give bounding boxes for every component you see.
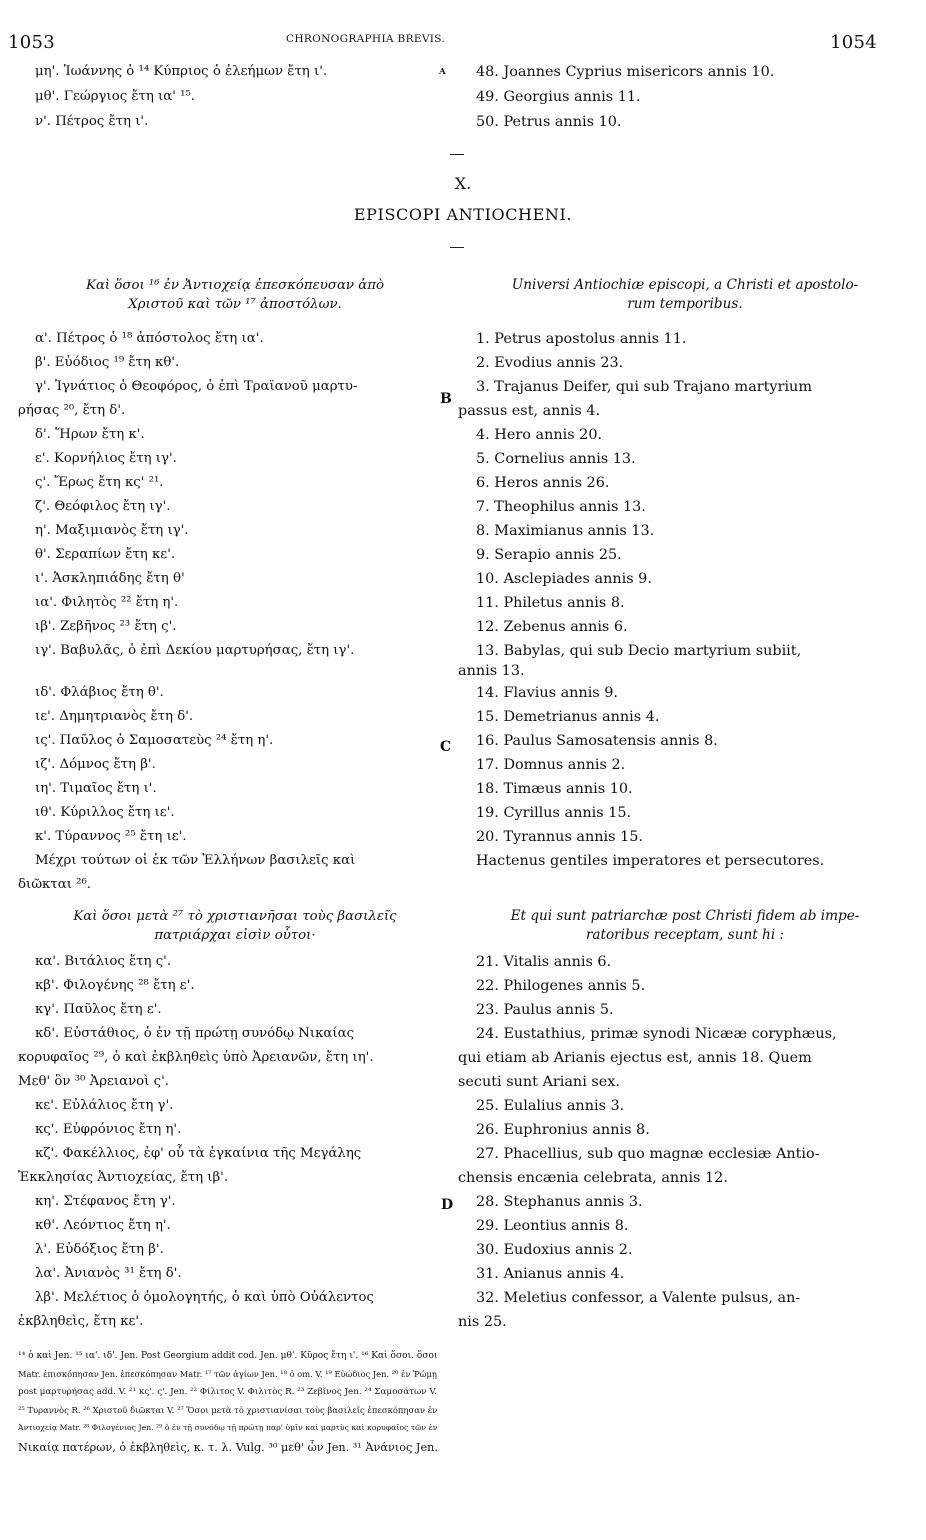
section-title: EPISCOPI ANTIOCHENI. <box>353 205 573 224</box>
latin-entry: 14. Flavius annis 9. <box>476 685 618 701</box>
greek-entry: ε'. Κορνήλιος ἔτη ιγ'. <box>35 451 177 466</box>
greek-entry: κορυφαῖος ²⁹, ὁ καὶ ἐκβληθεὶς ὑπὸ Ἀρειανῶν, ἔτη ιη'. <box>18 1050 374 1065</box>
latin-heading: ratoribus receptam, sunt hi : <box>585 927 785 943</box>
greek-entry: ἐκβληθεὶς, ἔτη κε'. <box>18 1314 144 1329</box>
greek-entry: κβ'. Φιλογένης ²⁸ ἔτη ε'. <box>35 978 195 993</box>
footnote-line: ²⁵ Τυραννὸς R. ²⁶ Χριστοῦ διῶκται V. ²⁷ Ὅσοι μετὰ τὸ χριστιανίσαι τοὺς βασιλεῖς ἐπεσκόπησαν ἐν <box>18 1405 438 1415</box>
greek-entry: θ'. Σεραπίων ἔτη κε'. <box>35 547 176 562</box>
latin-entry: qui etiam ab Arianis ejectus est, annis 18. Quem <box>458 1050 812 1066</box>
latin-entry: 48. Joannes Cyprius misericors annis 10. <box>476 64 775 80</box>
greek-entry: λ'. Εὐδόξιος ἔτη β'. <box>35 1242 164 1257</box>
greek-entry: Μεθ' ὃν ³⁰ Ἀρειανοὶ ς'. <box>18 1074 169 1089</box>
greek-entry: ι'. Ἀσκληπιάδης ἔτη θ' <box>35 571 185 586</box>
greek-entry: ν'. Πέτρος ἔτη ι'. <box>35 114 149 129</box>
margin-letter-a: A <box>439 67 446 77</box>
latin-entry: 49. Georgius annis 11. <box>476 89 641 105</box>
latin-heading: Et qui sunt patriarchæ post Christi fidem ab impe- <box>510 908 860 924</box>
greek-entry: ζ'. Θεόφιλος ἔτη ιγ'. <box>35 499 171 514</box>
latin-entry: 11. Philetus annis 8. <box>476 595 625 611</box>
greek-entry: ις'. Παῦλος ὁ Σαμοσατεὺς ²⁴ ἔτη η'. <box>35 733 274 748</box>
section-rule <box>450 154 464 155</box>
latin-entry: 32. Meletius confessor, a Valente pulsus, an- <box>476 1290 801 1306</box>
greek-entry: ρήσας ²⁰, ἔτη δ'. <box>18 403 126 418</box>
latin-entry: 29. Leontius annis 8. <box>476 1218 629 1234</box>
latin-entry: 27. Phacellius, sub quo magnæ ecclesiæ Antio- <box>476 1146 820 1162</box>
running-title: CHRONOGRAPHIA BREVIS. <box>286 33 446 45</box>
greek-heading: Καὶ ὅσοι μετὰ ²⁷ τὸ χριστιανῆσαι τοὺς βασιλεῖς <box>73 909 397 924</box>
latin-entry: 3. Trajanus Deifer, qui sub Trajano martyrium <box>476 379 812 395</box>
latin-entry: 6. Heros annis 26. <box>476 475 610 491</box>
greek-entry: μθ'. Γεώργιος ἔτη ια' ¹⁵. <box>35 89 196 104</box>
greek-entry: ς'. Ἔρως ἔτη κς' ²¹. <box>35 475 164 490</box>
page-number-right: 1054 <box>830 32 878 53</box>
greek-entry: Μέχρι τούτων οἱ ἐκ τῶν Ἑλλήνων βασιλεῖς καὶ <box>35 853 356 868</box>
section-rule <box>450 247 464 248</box>
greek-entry: λα'. Ἀνιανὸς ³¹ ἔτη δ'. <box>35 1266 182 1281</box>
latin-entry: 28. Stephanus annis 3. <box>476 1194 643 1210</box>
greek-heading: Χριστοῦ καὶ τῶν ¹⁷ ἀποστόλων. <box>128 297 342 312</box>
greek-entry: ιθ'. Κύριλλος ἔτη ιε'. <box>35 805 175 820</box>
footnote-line: Matr. ἐπισκόπησαν Jen. ἐπεσκόπησαν Matr. ¹⁷ τῶν ἁγίων Jen. ¹⁸ ὁ om. V. ¹⁹ Εὐώδιος Jen. ²⁰ ἐν Ῥώμῃ <box>18 1369 437 1379</box>
latin-entry: 26. Euphronius annis 8. <box>476 1122 650 1138</box>
greek-entry: κ'. Τύραννος ²⁵ ἔτη ιε'. <box>35 829 187 844</box>
latin-entry: secuti sunt Ariani sex. <box>458 1074 620 1090</box>
greek-entry: ιη'. Τιμαῖος ἔτη ι'. <box>35 781 157 796</box>
latin-entry: 7. Theophilus annis 13. <box>476 499 646 515</box>
latin-heading: Universi Antiochiæ episcopi, a Christi et apostolo- <box>511 277 859 293</box>
latin-entry: 19. Cyrillus annis 15. <box>476 805 632 821</box>
latin-entry: 24. Eustathius, primæ synodi Nicææ coryphæus, <box>476 1026 837 1042</box>
latin-entry: 12. Zebenus annis 6. <box>476 619 628 635</box>
latin-entry: 21. Vitalis annis 6. <box>476 954 612 970</box>
greek-entry: λβ'. Μελέτιος ὁ ὁμολογητής, ὁ καὶ ὑπὸ Οὐάλεντος <box>35 1290 374 1305</box>
latin-entry: annis 13. <box>458 663 525 679</box>
greek-entry: Ἐκκλησίας Ἀντιοχείας, ἔτη ιβ'. <box>18 1170 229 1185</box>
greek-entry: η'. Μαξιμιανὸς ἔτη ιγ'. <box>35 523 189 538</box>
greek-entry: ιβ'. Ζεβῆνος ²³ ἔτη ς'. <box>35 619 177 634</box>
latin-entry: 8. Maximianus annis 13. <box>476 523 655 539</box>
greek-heading: Καὶ ὅσοι ¹⁶ ἐν Ἀντιοχείᾳ ἐπεσκόπευσαν ἀπὸ <box>86 278 384 293</box>
latin-entry: nis 25. <box>458 1314 507 1330</box>
margin-letter-c: C <box>440 739 452 755</box>
footnote-line: Ἀντιοχείᾳ Matr. ²⁸ Φιλογένιος Jen. ²⁹ ὁ ἐν τῇ συνόδῳ τῇ πρώτῃ παρ' ὑμῖν καὶ μαρτὺς καὶ κορυφαῖος τῶν ἐν <box>18 1423 438 1432</box>
footnote-line: post μαρτυρήσας add. V. ²¹ κς'. ς'. Jen. ²² Φίλιτος V. Φιλιτὸς R. ²³ Ζεβῖνος Jen. ²⁴ Σαμοσάτων V. <box>18 1387 437 1397</box>
latin-entry: 16. Paulus Samosatensis annis 8. <box>476 733 718 749</box>
latin-entry: 17. Domnus annis 2. <box>476 757 626 773</box>
latin-entry: 15. Demetrianus annis 4. <box>476 709 660 725</box>
latin-entry: 23. Paulus annis 5. <box>476 1002 614 1018</box>
latin-entry: 22. Philogenes annis 5. <box>476 978 646 994</box>
margin-letter-b: B <box>440 391 452 407</box>
latin-entry: 50. Petrus annis 10. <box>476 114 622 130</box>
latin-entry: 25. Eulalius annis 3. <box>476 1098 625 1114</box>
latin-entry: 18. Timæus annis 10. <box>476 781 633 797</box>
latin-entry: chensis encænia celebrata, annis 12. <box>458 1170 728 1186</box>
greek-entry: ιγ'. Βαβυλᾶς, ὁ ἐπὶ Δεκίου μαρτυρήσας, ἔτη ιγ'. <box>35 643 355 658</box>
greek-entry: κη'. Στέφανος ἔτη γ'. <box>35 1194 176 1209</box>
greek-entry: διῶκται ²⁶. <box>18 877 92 892</box>
section-number: X. <box>454 174 472 193</box>
latin-heading: rum temporibus. <box>627 296 743 312</box>
greek-entry: κθ'. Λεόντιος ἔτη η'. <box>35 1218 171 1233</box>
greek-entry: κδ'. Εὐστάθιος, ὁ ἐν τῇ πρώτῃ συνόδῳ Νικαίας <box>35 1026 355 1041</box>
greek-heading: πατριάρχαι εἰσὶν οὗτοι· <box>154 928 316 943</box>
footnote-line: ¹⁴ ὁ καὶ Jen. ¹⁵ ια'. ιδ'. Jen. Post Georgium addit cod. Jen. μθ'. Κῦρος ἔτη ι'. ¹⁶ Καὶ ὅσοι. ὅσοι <box>18 1351 438 1361</box>
greek-entry: ια'. Φιλητὸς ²² ἔτη η'. <box>35 595 179 610</box>
latin-entry: Hactenus gentiles imperatores et persecutores. <box>476 853 825 869</box>
greek-entry: β'. Εὐόδιος ¹⁹ ἔτη κθ'. <box>35 355 180 370</box>
greek-entry: ιε'. Δημητριανὸς ἔτη δ'. <box>35 709 194 724</box>
latin-entry: 1. Petrus apostolus annis 11. <box>476 331 687 347</box>
greek-entry: α'. Πέτρος ὁ ¹⁸ ἀπόστολος ἔτη ια'. <box>35 331 264 346</box>
footnote-line: Νικαίᾳ πατέρων, ὁ ἐκβληθεὶς, κ. τ. λ. Vulg. ³⁰ μεθ' ὧν Jen. ³¹ Ἀνάνιος Jen. <box>18 1441 438 1454</box>
latin-entry: 2. Evodius annis 23. <box>476 355 624 371</box>
greek-entry: ιδ'. Φλάβιος ἔτη θ'. <box>35 685 164 700</box>
latin-entry: 5. Cornelius annis 13. <box>476 451 636 467</box>
greek-entry: κς'. Εὐφρόνιος ἔτη η'. <box>35 1122 182 1137</box>
latin-entry: 31. Anianus annis 4. <box>476 1266 625 1282</box>
latin-entry: 30. Eudoxius annis 2. <box>476 1242 633 1258</box>
latin-entry: 10. Asclepiades annis 9. <box>476 571 652 587</box>
margin-letter-d: D <box>441 1197 454 1213</box>
latin-entry: 9. Serapio annis 25. <box>476 547 622 563</box>
greek-entry: μη'. Ἰωάννης ὁ ¹⁴ Κύπριος ὁ ἐλεήμων ἔτη ι'. <box>35 64 328 79</box>
greek-entry: γ'. Ἰγνάτιος ὁ Θεοφόρος, ὁ ἐπὶ Τραϊανοῦ μαρτυ- <box>35 379 358 394</box>
latin-entry: 13. Babylas, qui sub Decio martyrium subiit, <box>476 643 802 659</box>
greek-entry: κζ'. Φακέλλιος, ἐφ' οὗ τὰ ἐγκαίνια τῆς Μεγάλης <box>35 1146 362 1161</box>
greek-entry: κε'. Εὐλάλιος ἔτη γ'. <box>35 1098 174 1113</box>
greek-entry: ιζ'. Δόμνος ἔτη β'. <box>35 757 156 772</box>
page-number-left: 1053 <box>8 32 56 53</box>
greek-entry: κγ'. Παῦλος ἔτη ε'. <box>35 1002 162 1017</box>
greek-entry: κα'. Βιτάλιος ἔτη ς'. <box>35 954 172 969</box>
latin-entry: 4. Hero annis 20. <box>476 427 603 443</box>
greek-entry: δ'. Ἥρων ἔτη κ'. <box>35 427 145 442</box>
latin-entry: passus est, annis 4. <box>458 403 601 419</box>
latin-entry: 20. Tyrannus annis 15. <box>476 829 643 845</box>
